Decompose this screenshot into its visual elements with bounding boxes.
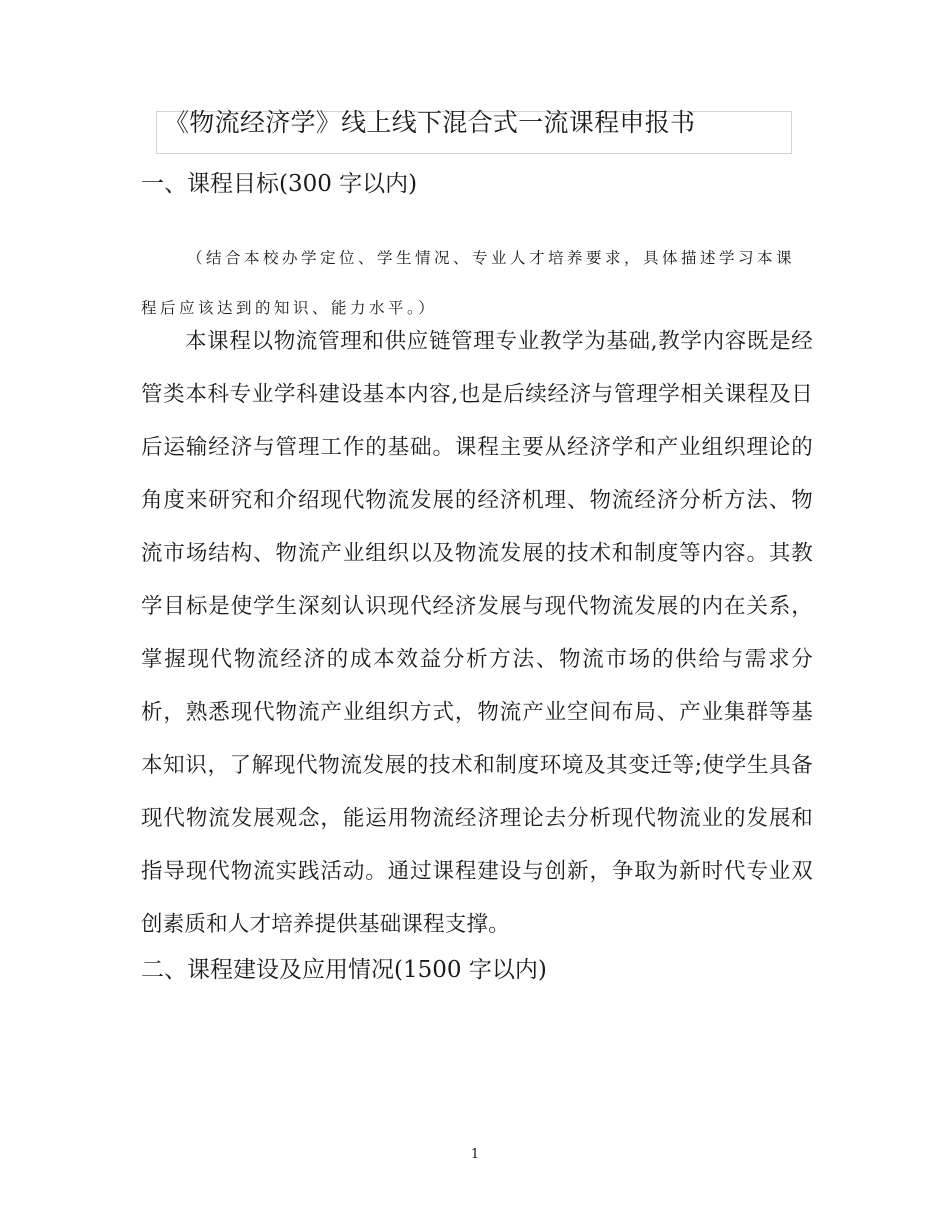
- document-title: 《物流经济学》线上线下混合式一流课程申报书: [164, 108, 696, 137]
- section-1-body-paragraph: 本课程以物流管理和供应链管理专业教学为基础,教学内容既是经管类本科专业学科建设基本内容,也是后续经济与管理学相关课程及日后运输经济与管理工作的基础。课程主要从经济学和产业组织理论的角度来研究和介绍现代物流发展的经济机理、物流经济分析方法、物流市场结构、物流产业组织以及物流发展的技术和制度等内容。其教学目标是使学生深刻认识现代经济发展与现代物流发展的内在关系，掌握现代物流经济的成本效益分析方法、物流市场的供给与需求分析，熟悉现代物流产业组织方式，物流产业空间布局、产业集群等基本知识，了解现代物流发展的技术和制度环境及其变迁等;使学生具备现代物流发展观念，能运用物流经济理论去分析现代物流业的发展和指导现代物流实践活动。通过课程建设与创新，争取为新时代专业双创素质和人才培养提供基础课程支撑。: [141, 329, 813, 937]
- page-number: 1: [470, 1147, 480, 1162]
- section-1-heading: 一、课程目标(300 字以内): [141, 171, 418, 197]
- section-2-heading: 二、课程建设及应用情况(1500 字以内): [141, 957, 547, 983]
- section-1-instruction-note: （结合本校办学定位、学生情况、专业人才培养要求，具体描述学习本课程后应该达到的知识、能力水平。）: [141, 249, 796, 317]
